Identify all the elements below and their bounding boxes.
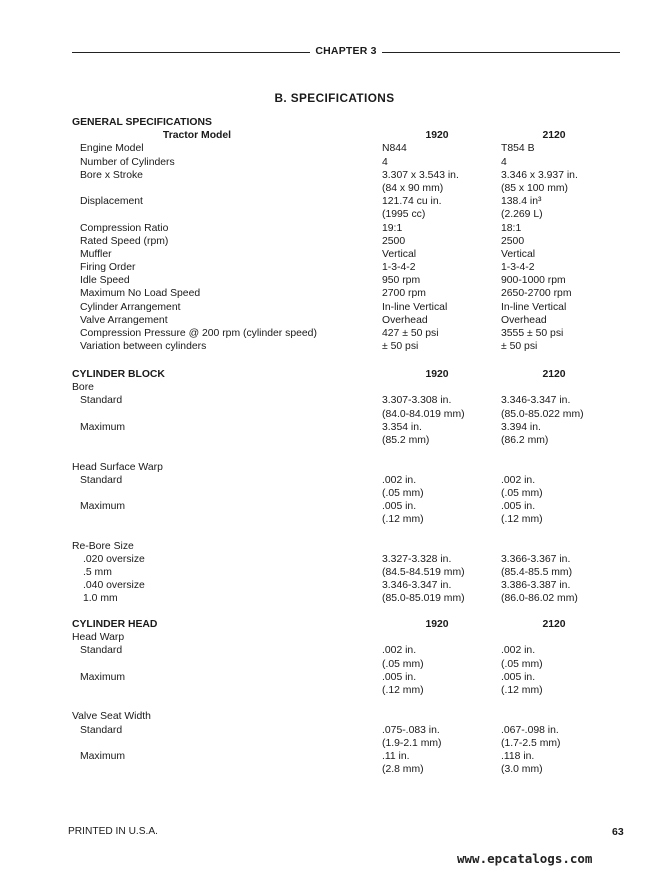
value-1920: 3.327-3.328 in. (382, 553, 452, 565)
spec-label: Standard (80, 474, 123, 486)
value-2120: Vertical (501, 248, 536, 260)
value-2120: (85.0-85.022 mm) (501, 408, 584, 420)
spec-row (72, 340, 632, 353)
spec-label: Maximum (80, 671, 126, 683)
spec-row (72, 513, 632, 526)
value-2120: 1-3-4-2 (501, 262, 535, 274)
value-1920: 3.354 in. (382, 421, 422, 433)
subheading-valve-seat-width: Valve Seat Width (72, 711, 151, 723)
spec-row (72, 500, 632, 513)
value-1920: 3.307-3.308 in. (382, 395, 452, 407)
value-2120: (85.4-85.5 mm) (501, 567, 573, 578)
value-2120: .118 in. (501, 750, 535, 762)
spec-label: Maximum (80, 750, 126, 762)
spec-label: Maximum No Load Speed (80, 288, 201, 300)
column-header-1920: 1920 (425, 619, 449, 630)
chapter-rule-left (72, 52, 310, 53)
value-1920: 121.74 cu in. (382, 196, 442, 208)
bore-rows (72, 394, 632, 447)
spec-row (72, 287, 632, 300)
cylinder-head-section (72, 618, 632, 776)
spec-label: Displacement (80, 196, 143, 208)
value-2120: 4 (501, 156, 507, 168)
spec-row (72, 261, 632, 274)
value-2120: 3.394 in. (501, 421, 541, 433)
subheading-head-warp: Head Warp (72, 632, 125, 644)
spec-row (72, 658, 632, 671)
value-1920: .075-.083 in. (382, 724, 440, 736)
value-2120: ± 50 psi (501, 341, 538, 353)
value-2120: 3.386-3.387 in. (501, 580, 571, 592)
subheading-rebore-size: Re-Bore Size (72, 540, 134, 552)
spec-row (72, 274, 632, 287)
value-1920: N844 (382, 143, 407, 155)
value-2120: .005 in. (501, 671, 536, 683)
spec-label: Valve Arrangement (80, 314, 168, 326)
column-header-1920: 1920 (425, 369, 449, 380)
spec-row (72, 421, 632, 434)
value-1920: .002 in. (382, 474, 417, 486)
spec-label: Maximum (80, 501, 126, 513)
value-1920: 1-3-4-2 (382, 262, 416, 274)
spec-label: Bore x Stroke (80, 169, 143, 181)
value-2120: 3.346 x 3.937 in. (501, 169, 578, 181)
value-1920: (.05 mm) (382, 487, 424, 499)
spec-row (72, 301, 632, 314)
general-spec-rows (72, 142, 632, 353)
value-1920: Overhead (382, 314, 428, 326)
value-1920: 4 (382, 156, 388, 168)
spec-row (72, 487, 632, 500)
spec-row (72, 235, 632, 248)
value-1920: .11 in. (382, 750, 410, 762)
value-1920: .005 in. (382, 501, 417, 513)
spec-row (72, 314, 632, 327)
head-surface-warp-rows (72, 474, 632, 527)
value-2120: 900-1000 rpm (501, 275, 566, 287)
value-2120: (86.2 mm) (501, 434, 549, 446)
rebore-rows (72, 553, 632, 606)
value-2120: 3.366-3.367 in. (501, 553, 571, 565)
spec-label: Variation between cylinders (80, 341, 207, 353)
value-1920: In-line Vertical (382, 301, 448, 313)
spec-row (72, 684, 632, 697)
spec-row (72, 408, 632, 421)
value-2120: (.12 mm) (501, 514, 543, 526)
spec-row (72, 434, 632, 447)
spec-row (72, 737, 632, 750)
spec-row (72, 644, 632, 657)
spec-label: Compression Pressure @ 200 rpm (cylinder speed) (80, 328, 317, 339)
value-2120: .005 in. (501, 501, 536, 513)
spec-label: Idle Speed (80, 275, 130, 287)
value-1920: 427 ± 50 psi (382, 328, 439, 339)
subheading-bore: Bore (72, 382, 94, 394)
spec-label: Compression Ratio (80, 222, 169, 234)
spec-row (72, 169, 632, 182)
page-number: 63 (612, 826, 624, 838)
value-2120: 138.4 in³ (501, 196, 542, 208)
value-1920: (.05 mm) (382, 658, 424, 670)
value-1920: .005 in. (382, 671, 417, 683)
spec-row (72, 394, 632, 407)
value-1920: ± 50 psi (382, 341, 419, 353)
column-header-1920: 1920 (425, 130, 449, 142)
head-warp-rows (72, 644, 632, 697)
value-2120: (3.0 mm) (501, 764, 543, 776)
spec-row (72, 182, 632, 195)
spec-label: Rated Speed (rpm) (80, 235, 169, 247)
value-2120: (.05 mm) (501, 658, 543, 670)
value-2120: T854 B (501, 143, 535, 155)
value-1920: (.12 mm) (382, 684, 424, 696)
value-2120: (2.269 L) (501, 209, 543, 221)
value-2120: (1.7-2.5 mm) (501, 737, 561, 749)
spec-label: .020 oversize (83, 553, 145, 565)
value-1920: (85.0-85.019 mm) (382, 593, 465, 605)
tractor-model-label: Tractor Model (162, 130, 232, 142)
spec-row (72, 142, 632, 155)
subheading-head-surface-warp: Head Surface Warp (72, 461, 163, 473)
website-watermark: www.epcatalogs.com (457, 851, 593, 866)
value-1920: (84.0-84.019 mm) (382, 408, 465, 420)
value-2120: 2650-2700 rpm (501, 288, 572, 300)
value-1920: 3.346-3.347 in. (382, 580, 452, 592)
value-2120: .002 in. (501, 645, 536, 657)
value-2120: .067-.098 in. (501, 724, 559, 736)
spec-row (72, 592, 632, 605)
value-2120: (85 x 100 mm) (501, 182, 568, 194)
value-1920: 950 rpm (382, 275, 421, 287)
section-heading: CYLINDER HEAD (72, 619, 158, 630)
value-1920: (1.9-2.1 mm) (382, 737, 442, 749)
valve-seat-width-rows (72, 724, 632, 777)
spec-label: Standard (80, 724, 123, 736)
spec-label: Muffler (80, 248, 112, 260)
value-2120: 18:1 (501, 222, 522, 234)
value-2120: (.05 mm) (501, 487, 543, 499)
spec-row (72, 248, 632, 261)
column-header-2120: 2120 (542, 130, 566, 142)
value-1920: (2.8 mm) (382, 764, 424, 776)
chapter-label: CHAPTER 3 (315, 45, 377, 57)
value-2120: Overhead (501, 314, 547, 326)
value-2120: .002 in. (501, 474, 536, 486)
spec-row (72, 327, 632, 340)
value-1920: (1995 cc) (382, 209, 426, 221)
spec-label: 1.0 mm (83, 593, 118, 605)
spec-label: Cylinder Arrangement (80, 301, 181, 313)
printed-in-footer: PRINTED IN U.S.A. (68, 826, 159, 837)
spec-label: Standard (80, 395, 123, 407)
spec-row (72, 222, 632, 235)
value-1920: 2500 (382, 235, 406, 247)
spec-label: .040 oversize (83, 580, 145, 592)
section-heading: CYLINDER BLOCK (72, 369, 165, 380)
value-2120: (86.0-86.02 mm) (501, 593, 578, 605)
spec-label: .5 mm (83, 567, 112, 578)
value-2120: 3555 ± 50 psi (501, 328, 564, 339)
spec-row (72, 208, 632, 221)
value-1920: (84 x 90 mm) (382, 182, 444, 194)
spec-row (72, 763, 632, 776)
column-header-2120: 2120 (542, 619, 566, 630)
general-specifications-section (72, 116, 632, 353)
value-2120: 3.346-3.347 in. (501, 395, 571, 407)
spec-label: Standard (80, 645, 123, 657)
spec-label: Firing Order (80, 262, 136, 274)
spec-row (72, 671, 632, 684)
value-1920: 2700 rpm (382, 288, 426, 300)
value-1920: (85.2 mm) (382, 434, 430, 446)
value-1920: 3.307 x 3.543 in. (382, 169, 459, 181)
spec-row (72, 474, 632, 487)
value-1920: Vertical (382, 248, 417, 260)
spec-label: Maximum (80, 421, 126, 433)
value-2120: In-line Vertical (501, 301, 567, 313)
chapter-rule-right (382, 52, 620, 53)
value-2120: 2500 (501, 235, 525, 247)
spec-label: Number of Cylinders (80, 156, 175, 168)
spec-row (72, 750, 632, 763)
column-header-2120: 2120 (542, 369, 566, 380)
value-1920: (.12 mm) (382, 514, 424, 526)
spec-label: Engine Model (80, 143, 144, 155)
value-1920: .002 in. (382, 645, 417, 657)
value-1920: (84.5-84.519 mm) (382, 567, 465, 578)
value-1920: 19:1 (382, 222, 403, 234)
chapter-header (72, 44, 620, 60)
value-2120: (.12 mm) (501, 684, 543, 696)
cylinder-block-section (72, 368, 632, 606)
spec-row (72, 579, 632, 592)
spec-row (72, 156, 632, 169)
spec-row (72, 195, 632, 208)
spec-row (72, 724, 632, 737)
spec-row (72, 566, 632, 579)
spec-row (72, 553, 632, 566)
page-title: B. SPECIFICATIONS (274, 91, 395, 105)
section-heading: GENERAL SPECIFICATIONS (72, 117, 212, 128)
